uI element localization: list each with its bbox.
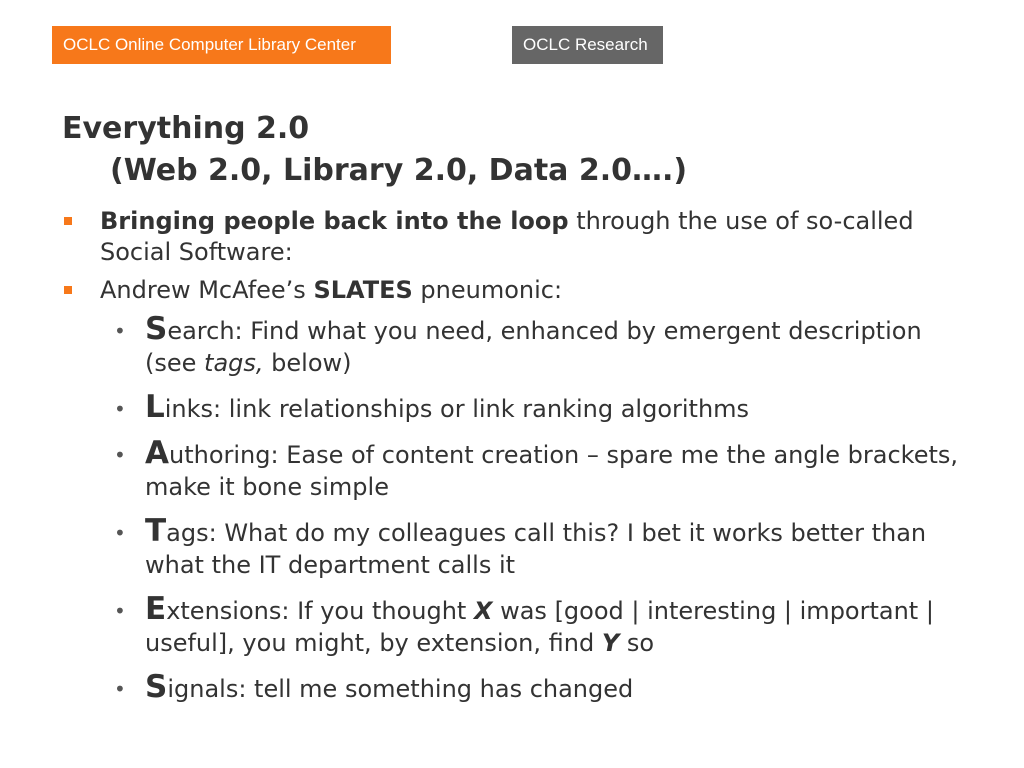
round-bullet-icon: • [114,599,126,623]
slates-text-end: below) [263,349,352,377]
slates-text-end: so [619,629,655,657]
slates-item-authoring [62,437,962,503]
bullet-text-pre: Andrew McAfee’s [100,276,314,304]
slates-letter: S [145,311,168,347]
bullet-social-software [62,206,962,268]
bullet-text: through the use of so-called Social Software: [100,207,914,266]
slates-text: inks: link relationships or link ranking algorithms [164,395,750,423]
slide-title [62,108,687,192]
bullet-bold-text: Bringing people back into the loop [100,207,569,235]
slates-text: ags: What do my colleagues call this? I bet it works better than what the IT department calls it [145,519,927,579]
round-bullet-icon: • [114,319,126,343]
bullet-slates [62,275,962,306]
slates-list [62,313,962,705]
slates-letter: A [145,435,169,471]
slates-letter: L [145,389,165,425]
round-bullet-icon: • [114,397,126,421]
slide-content [62,206,962,717]
title-line-2: (Web 2.0, Library 2.0, Data 2.0….) [110,153,688,188]
round-bullet-icon: • [114,677,126,701]
bullet-bold-text: SLATES [313,276,413,304]
slates-item-extensions [62,593,962,659]
round-bullet-icon: • [114,443,126,467]
slates-variable-y: Y [601,629,620,657]
oclc-logo: OCLC Online Computer Library Center [52,26,391,64]
slates-variable-x: X [473,597,493,625]
slates-item-links [62,391,962,425]
slates-item-search [62,313,962,379]
round-bullet-icon: • [114,521,126,545]
slates-text: ignals: tell me something has changed [167,675,634,703]
slates-text-mid: was [good | interesting | important | useful], you might, by extension, find [145,597,934,657]
bullet-text-post: pneumonic: [412,276,563,304]
oclc-research-logo: OCLC Research [512,26,663,64]
slates-text: xtensions: If you thought [166,597,474,625]
slates-item-signals [62,671,962,705]
slates-item-tags [62,515,962,581]
slates-text: uthoring: Ease of content creation – spare me the angle brackets, make it bone simple [145,441,959,501]
slates-letter: E [145,591,167,627]
square-bullet-icon [64,286,72,294]
slates-text: earch: Find what you need, enhanced by emergent description (see [145,317,922,377]
slates-letter: T [145,513,167,549]
title-line-1: Everything 2.0 [62,111,310,146]
square-bullet-icon [64,217,72,225]
slates-italic-text: tags, [204,349,264,377]
slates-letter: S [145,669,168,705]
